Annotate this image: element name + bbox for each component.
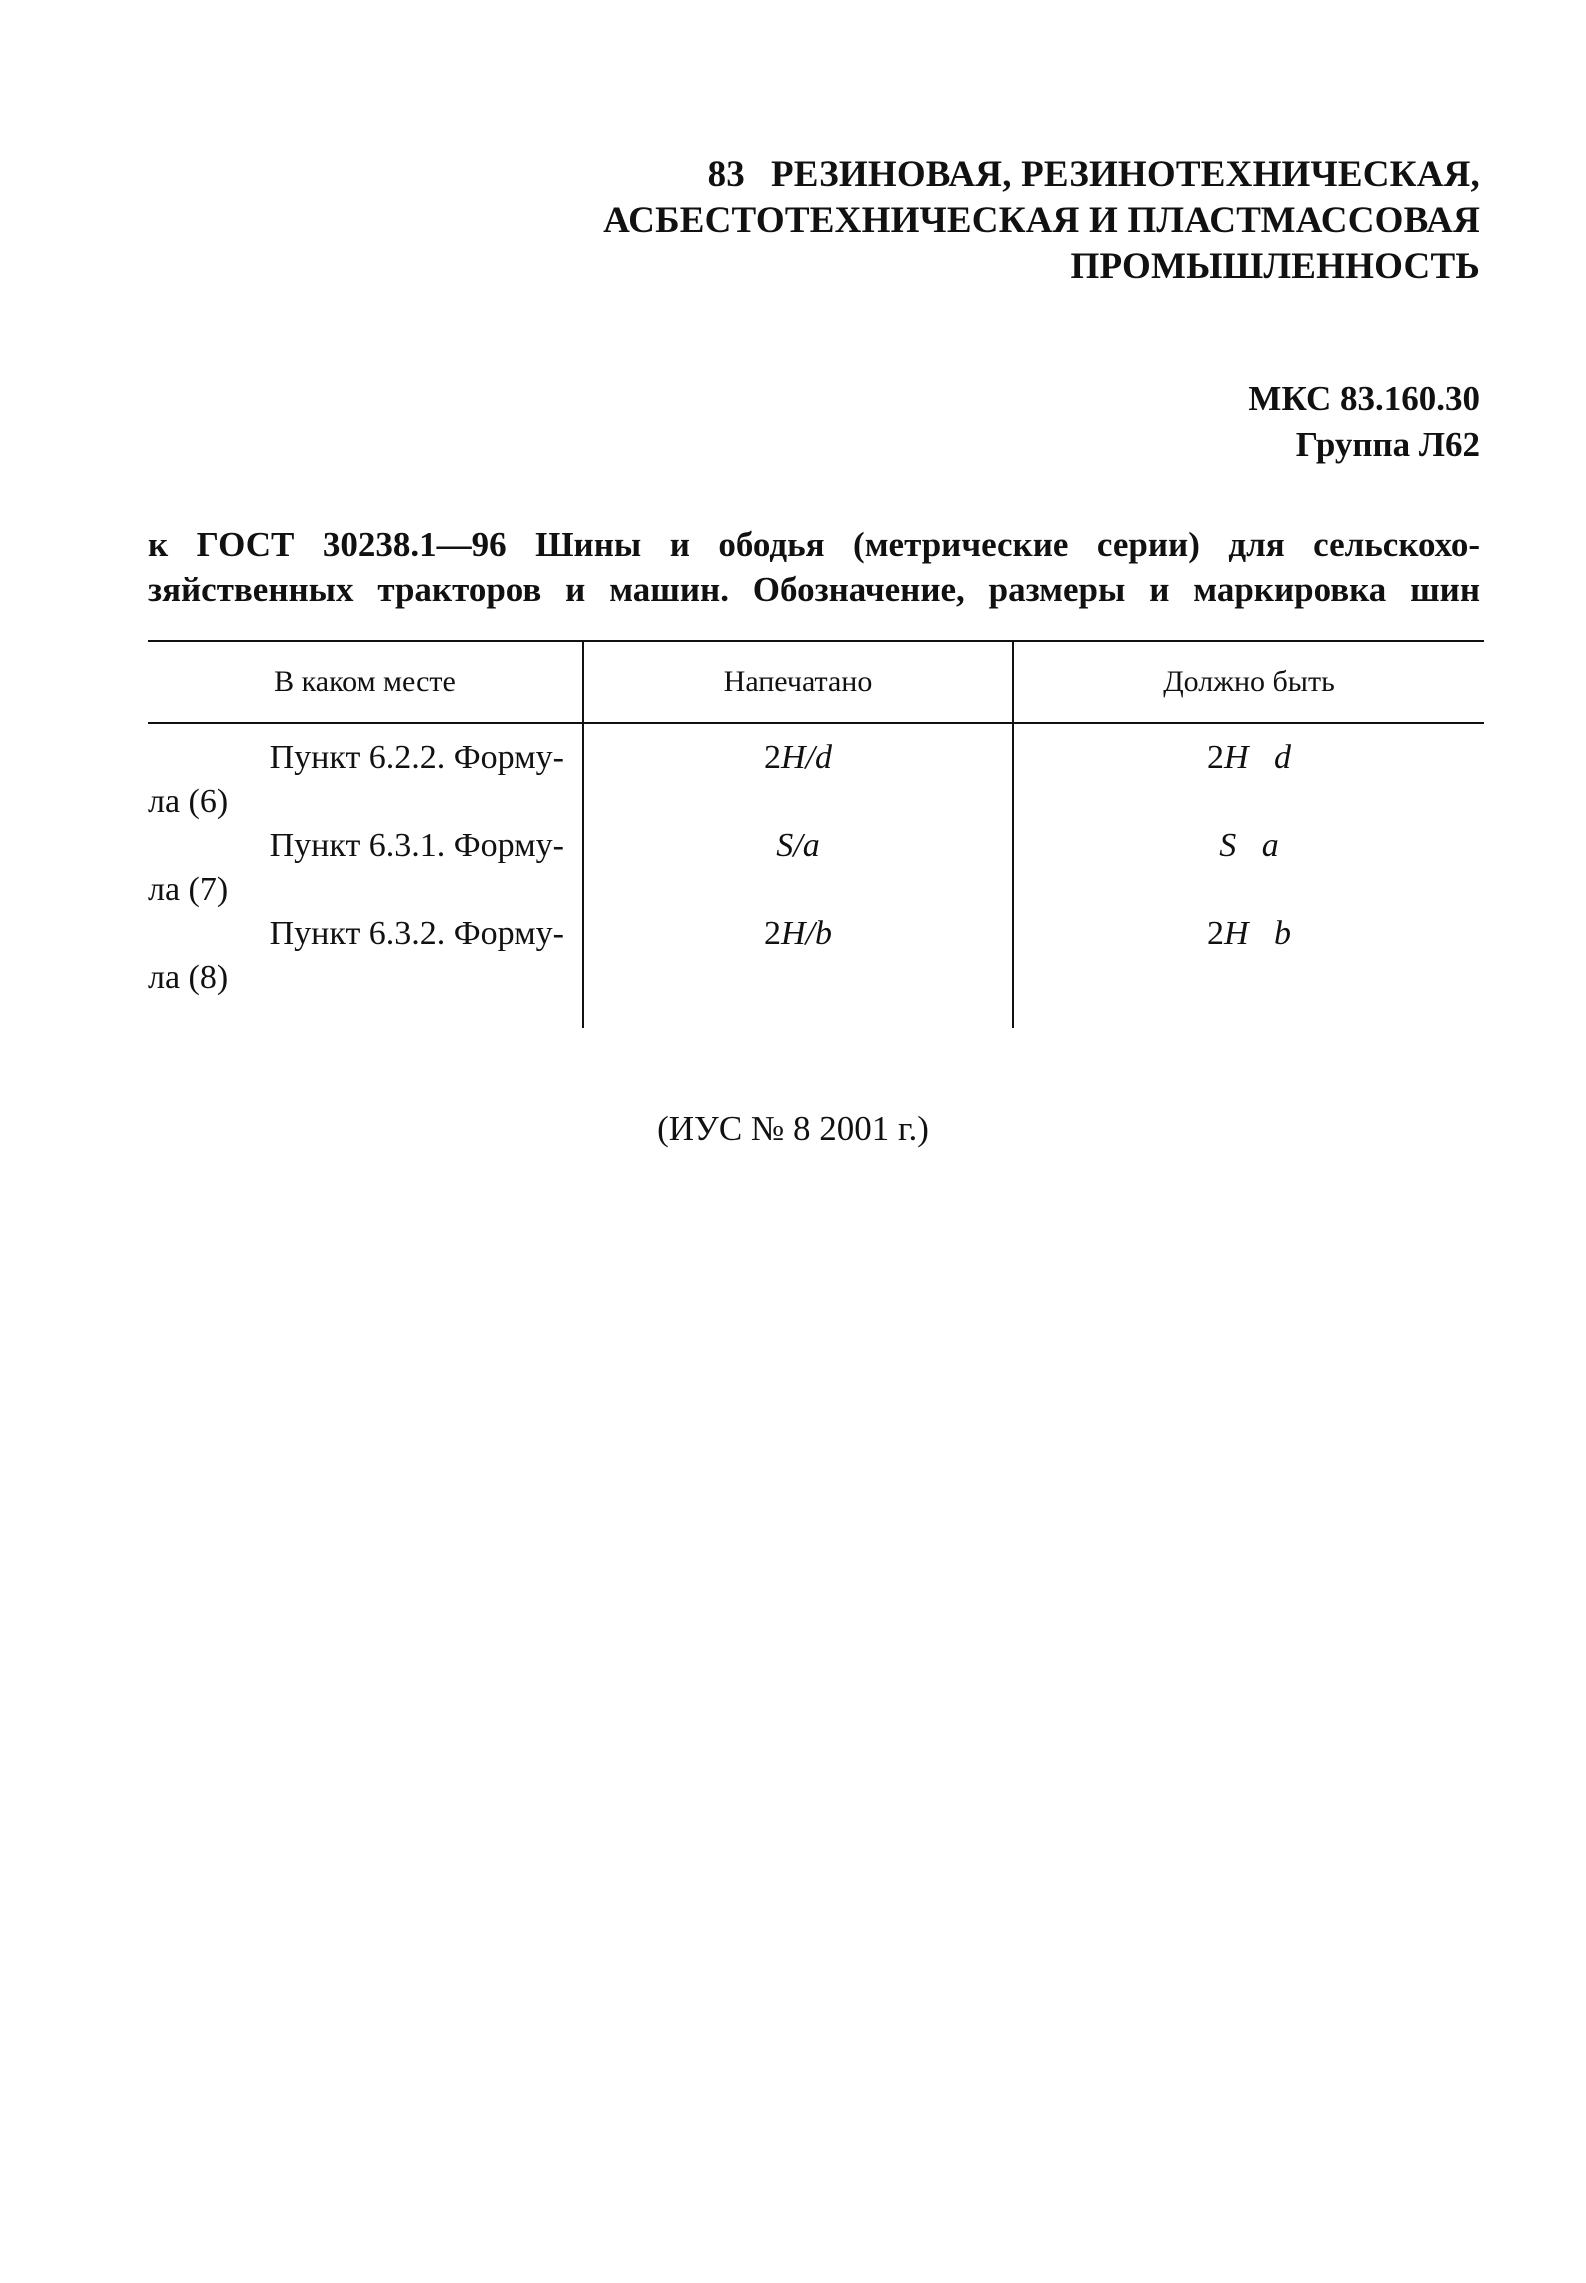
header-place: В каком месте xyxy=(148,641,583,723)
cell-should-be xyxy=(1013,912,1484,1028)
mks-code: МКС 83.160.30 xyxy=(1248,379,1480,418)
cell-printed xyxy=(583,723,1013,824)
correct-formula: H b xyxy=(1223,915,1292,952)
section-number: 83 xyxy=(707,154,745,195)
section-title-part-3: ПРОМЫШЛЕННОСТЬ xyxy=(1070,246,1480,287)
section-title-part-2: АСБЕСТОТЕХНИЧЕСКАЯ И ПЛАСТМАССОВАЯ xyxy=(603,200,1480,241)
table-row xyxy=(148,723,1484,824)
correct-coefficient: 2 xyxy=(1206,915,1224,952)
cell-place xyxy=(148,912,583,1028)
table-header-row xyxy=(148,641,1484,723)
table-row xyxy=(148,824,1484,912)
place-line-2: ла (8) xyxy=(148,959,229,996)
header-printed: Напечатано xyxy=(583,641,1013,723)
printed-coefficient: 2 xyxy=(764,739,781,776)
cell-printed xyxy=(583,824,1013,912)
corrections-table-wrap xyxy=(148,640,1480,1028)
classification-codes xyxy=(1248,376,1480,468)
correct-coefficient: 2 xyxy=(1206,739,1224,776)
place-line-1: Пункт 6.3.2. Форму- xyxy=(269,915,564,952)
place-line-2: ла (7) xyxy=(148,871,229,908)
table-row xyxy=(148,912,1484,1028)
section-heading xyxy=(603,152,1480,290)
cell-place xyxy=(148,824,583,912)
group-code: Группа Л62 xyxy=(1295,425,1480,464)
place-line-1: Пункт 6.2.2. Форму- xyxy=(269,739,564,776)
section-heading-line-1 xyxy=(603,152,1480,198)
header-should-be: Должно быть xyxy=(1013,641,1484,723)
printed-coefficient: 2 xyxy=(764,915,781,952)
correct-formula: H d xyxy=(1223,739,1292,776)
printed-formula: H/b xyxy=(781,915,832,952)
cell-printed xyxy=(583,912,1013,1028)
document-title-line-1: к ГОСТ 30238.1—96 Шины и ободья (метрические серии) для сельскохо- xyxy=(148,525,1480,564)
correct-formula: S a xyxy=(1219,827,1279,864)
corrections-table xyxy=(148,640,1484,1028)
cell-place xyxy=(148,723,583,824)
printed-formula: H/d xyxy=(781,739,832,776)
document-title-line-2: зяйственных тракторов и машин. Обозначение, размеры и маркировка шин xyxy=(148,570,1480,609)
printed-formula: S/a xyxy=(776,827,820,864)
place-line-1: Пункт 6.3.1. Форму- xyxy=(269,827,564,864)
cell-should-be xyxy=(1013,824,1484,912)
section-title-part-1: РЕЗИНОВАЯ, РЕЗИНОТЕХНИЧЕСКАЯ, xyxy=(771,154,1480,195)
place-line-2: ла (6) xyxy=(148,783,229,820)
document-title xyxy=(148,522,1480,612)
cell-should-be xyxy=(1013,723,1484,824)
source-note: (ИУС № 8 2001 г.) xyxy=(657,1109,929,1148)
